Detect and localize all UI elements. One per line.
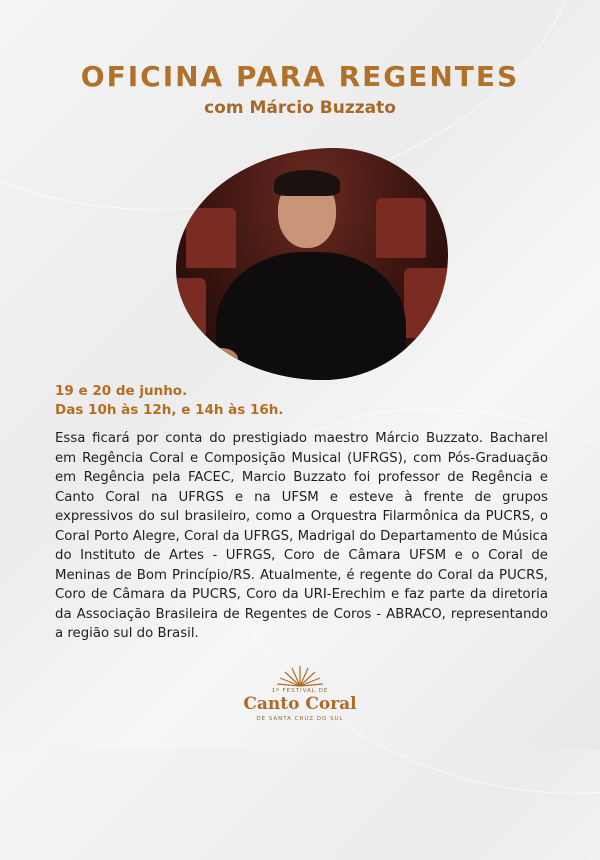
- schedule-times: Das 10h às 12h, e 14h às 16h.: [55, 402, 284, 418]
- logo-edition: 1º FESTIVAL DE: [271, 688, 329, 694]
- person-body: [216, 252, 406, 380]
- bio-paragraph: Essa ficará por conta do prestigiado maestro Márcio Buzzato. Bacharel em Regência Coral e Composição Musical (UFRGS), com Pós-Graduação em Regência pela FACEC, Marcio Buzzato foi professor de Regência e Canto Coral na UFRGS e na UFSM e esteve à frente de grupos expressivos do sul brasileiro, como a Orquestra Filarmônica da PUCRS, o Coral Porto Alegre, Coral da UFRGS, Madrigal do Departamento de Música do Instituto de Artes - UFRGS, Coro de Câmara UFSM e o Coral de Meninas de Bom Princípio/RS. Atualmente, é regente do Coral da PUCRS, Coro de Câmara da PUCRS, Coro da URI-Erechim e faz parte da diretoria da Associação Brasileira de Regentes de Coros - ABRACO, representando a região sul do Brasil.: [55, 431, 548, 641]
- page-title: OFICINA PARA REGENTES: [80, 60, 520, 93]
- festival-logo: [230, 660, 370, 730]
- logo-name: Canto Coral: [243, 694, 357, 714]
- theater-seat: [186, 208, 236, 268]
- person-hand: [204, 348, 238, 370]
- theater-seat: [176, 278, 206, 348]
- logo-place: DE SANTA CRUZ DO SUL: [256, 716, 344, 722]
- page-subtitle: com Márcio Buzzato: [204, 98, 396, 118]
- person-hair: [274, 170, 340, 196]
- theater-seat: [376, 198, 426, 258]
- schedule-info: [55, 382, 284, 420]
- schedule-dates: 19 e 20 de junho.: [55, 383, 188, 399]
- sunburst-icon: [230, 660, 370, 690]
- conductor-photo: [176, 148, 448, 380]
- theater-seat: [404, 268, 448, 338]
